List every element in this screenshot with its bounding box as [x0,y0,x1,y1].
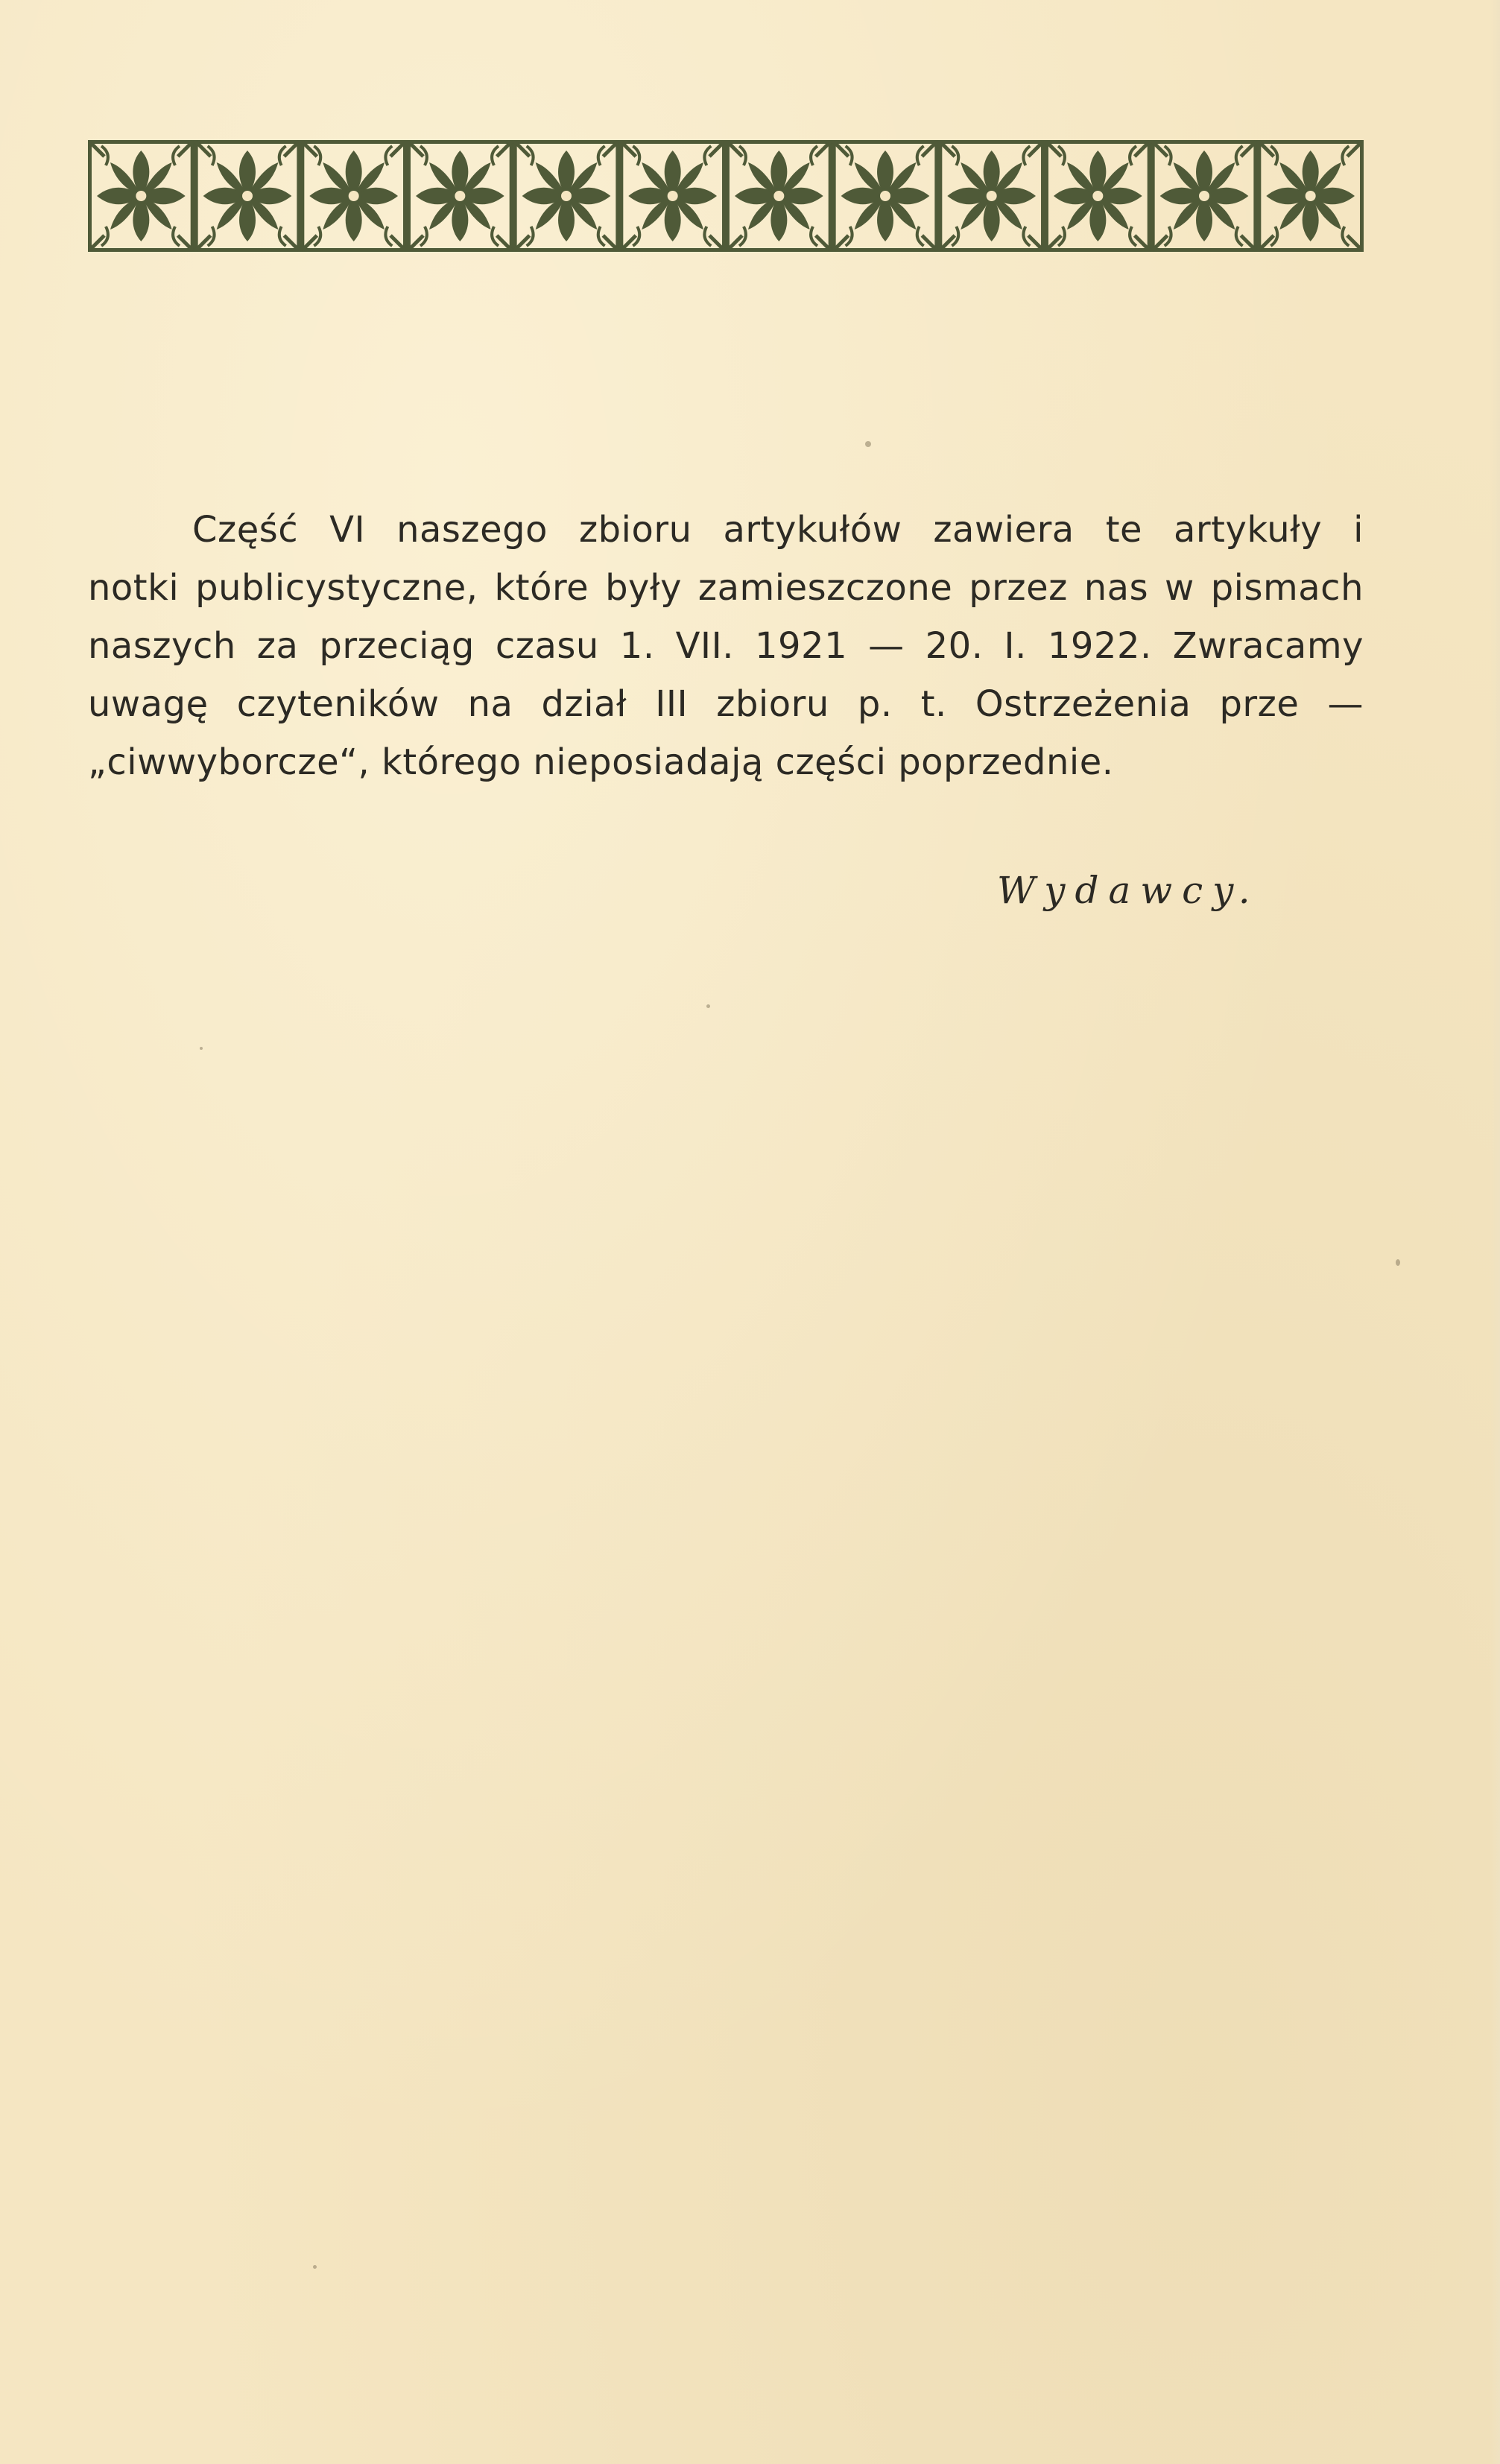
floral-tile-icon [1153,142,1256,250]
floral-border-ornament [88,140,1364,252]
floral-tile-icon [1259,142,1362,250]
paragraph-line-3: naszych za przeciąg czasu 1. VII. 1921 — 20. I. 1922. Zwracamy [88,625,1364,667]
page-edge [1490,0,1500,2464]
paper-speck [313,2265,317,2269]
paper-speck [200,1047,203,1050]
paper-speck [1396,1259,1400,1266]
paragraph-line-5: „ciwwyborcze“, którego nieposiadają części poprzednie. [88,741,1114,783]
floral-tile-icon [408,142,512,250]
publisher-signature: Wydawcy. [997,869,1260,912]
preface-paragraph [88,501,1364,791]
floral-tile-icon [834,142,937,250]
floral-tile-icon [196,142,300,250]
floral-tile-icon [1046,142,1150,250]
paragraph-line-4: uwagę czyteników na dział III zbioru p. t. Ostrzeżenia prze — [88,683,1364,725]
paper-speck [865,441,871,447]
floral-tile-icon [302,142,405,250]
floral-tile-icon [515,142,618,250]
paragraph-line-1: Część VI naszego zbioru artykułów zawiera te artykuły i [192,509,1364,551]
floral-tile-icon [940,142,1043,250]
floral-tile-icon [89,142,193,250]
floral-tile-icon [621,142,724,250]
paper-speck [706,1004,710,1008]
floral-tile-icon [727,142,831,250]
paragraph-line-2: notki publicystyczne, które były zamieszczone przez nas w pismach [88,567,1364,609]
